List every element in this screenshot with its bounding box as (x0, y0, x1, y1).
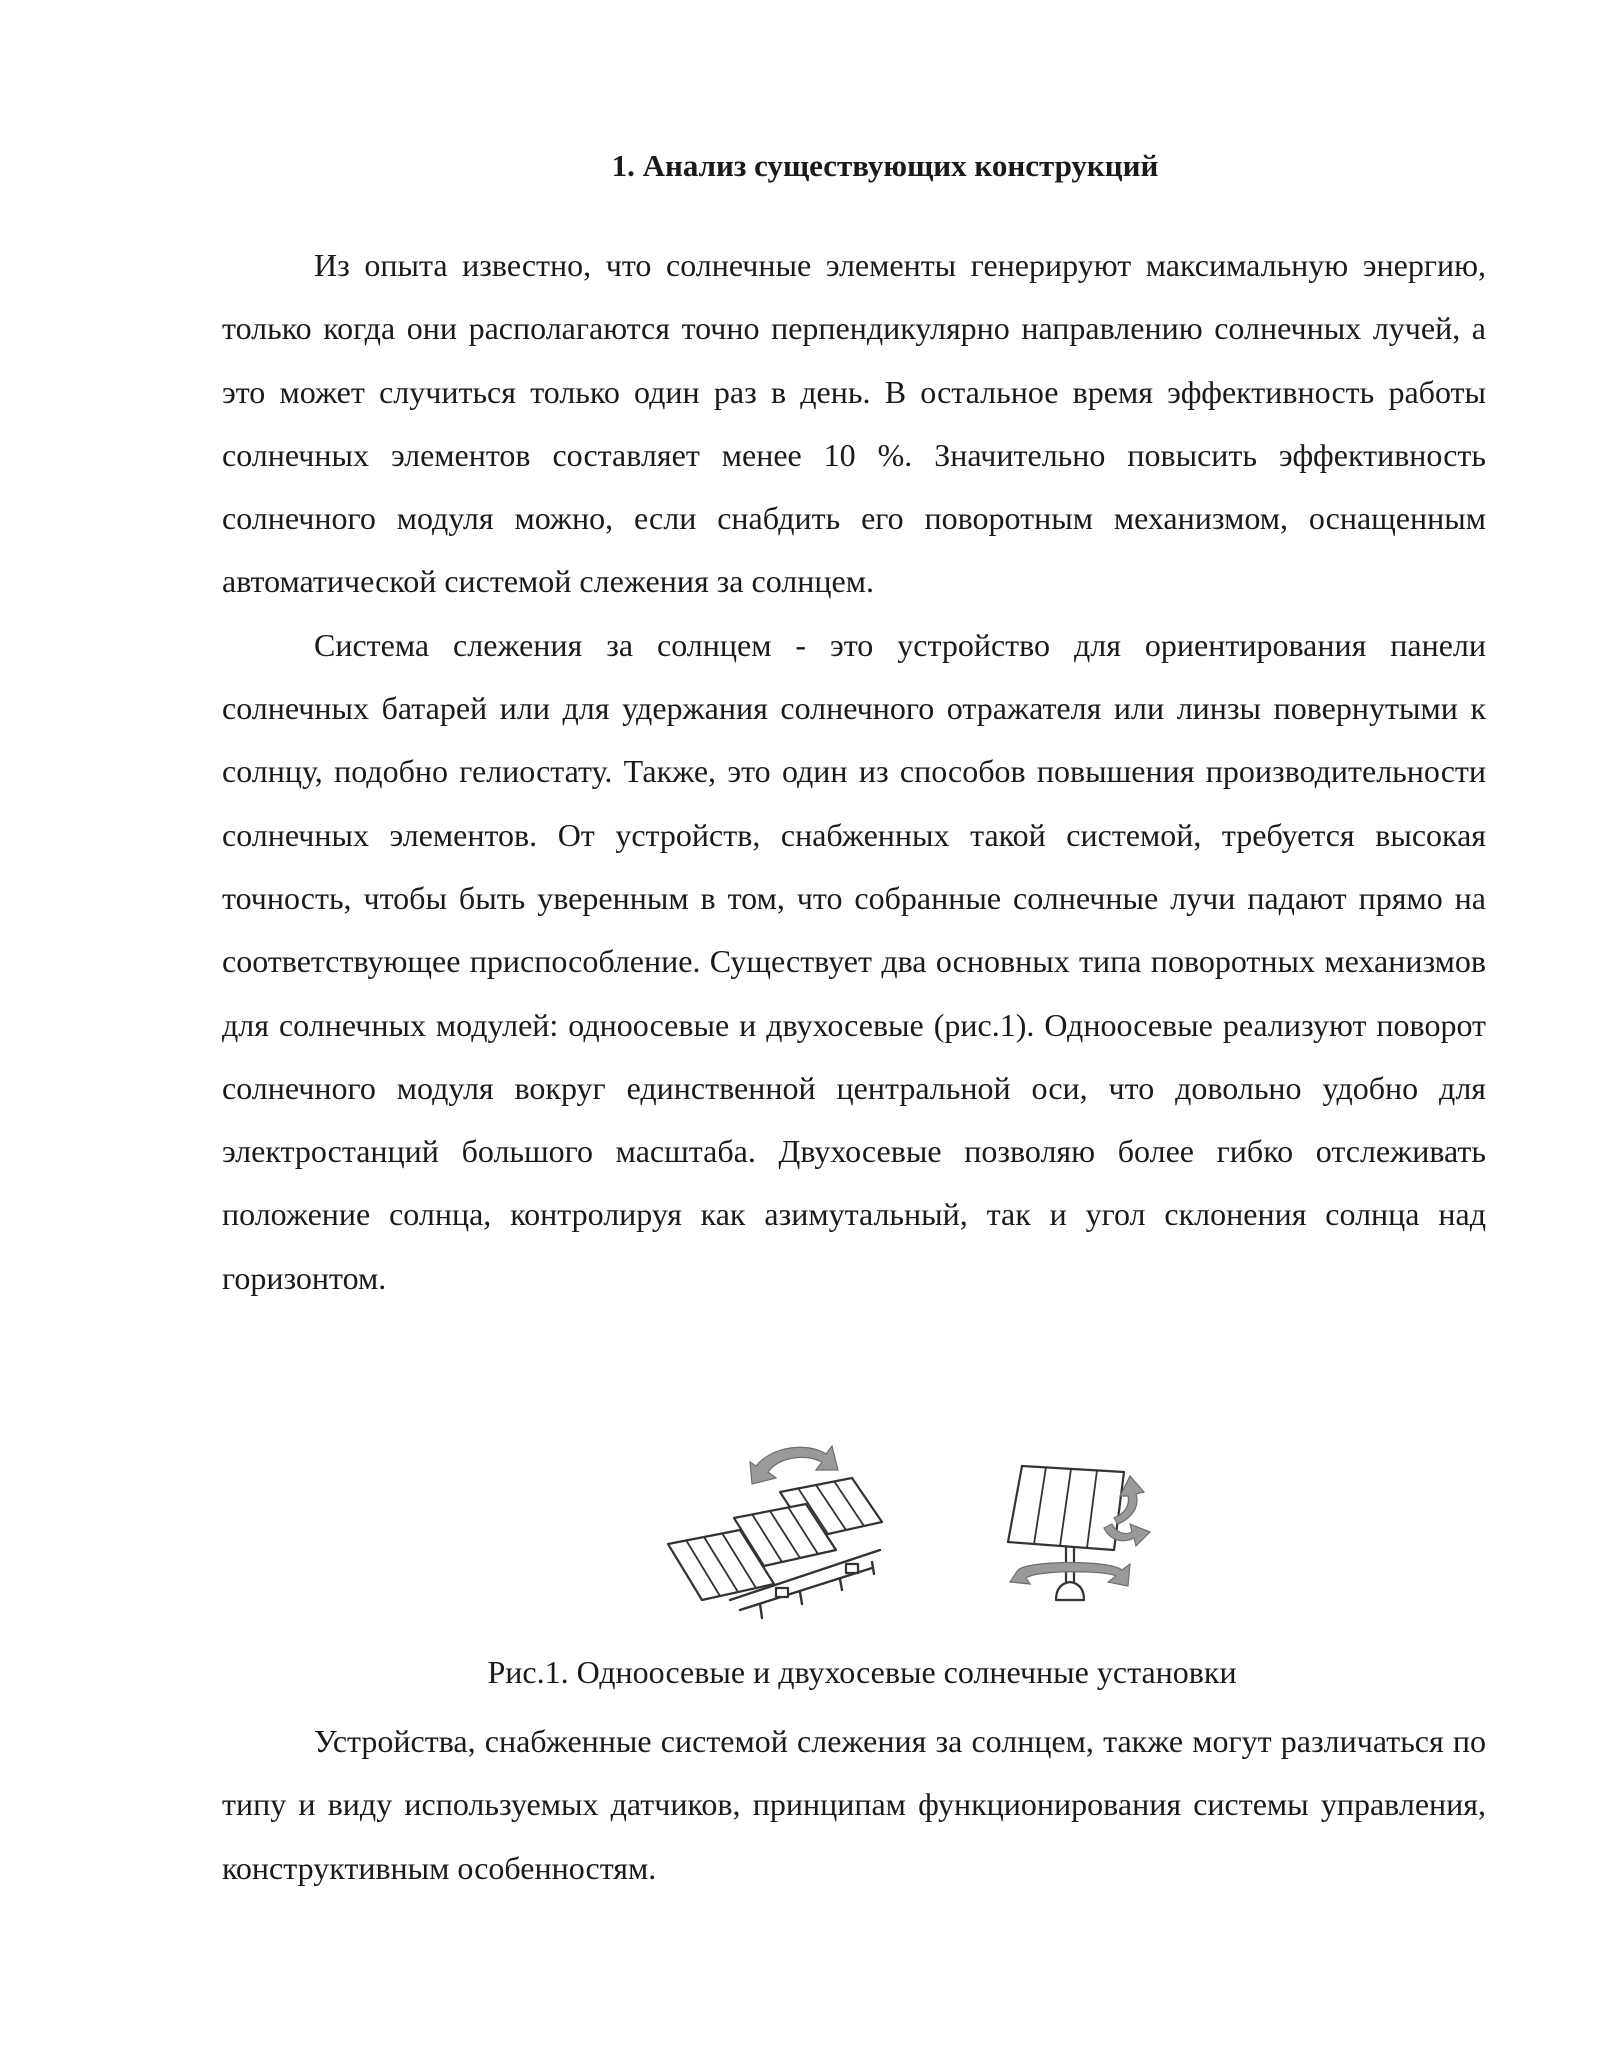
section-heading: 1. Анализ существующих конструкций (611, 148, 1159, 183)
paragraph-1: Из опыта известно, что солнечные элементы генерируют максимальную энергию, только когда они располагаются точно перпендикулярно направлению солнечных лучей, а это может случиться только один раз в день. В остальное время эффективность работы солнечных элементов составляет менее 10 %. Значительно повысить эффективность солнечного модуля можно, если снабдить его поворотным механизмом, оснащенным автоматической системой слежения за солнцем. (222, 247, 1486, 600)
paragraph-2: Система слежения за солнцем - это устройство для ориентирования панели солнечных батарей или для удержания солнечного отражателя или линзы повернутыми к солнцу, подобно гелиостату. Также, это один из способов повышения производительности солнечных элементов. От устройств, снабженных такой системой, требуется высокая точность, чтобы быть уверенным в том, что собранные солнечные лучи падают прямо на соответствующее приспособление. Существует два основных типа поворотных механизмов для солнечных модулей: одноосевые и двухосевые (рис.1). Одноосевые реализуют поворот солнечного модуля вокруг единственной центральной оси, что довольно удобно для электростанций большого масштаба. Двухосевые позволяю более гибко отслеживать положение солнца, контролируя как азимутальный, так и угол склонения солнца над горизонтом. (222, 626, 1486, 1296)
text-block-upper (222, 234, 1486, 1310)
text-block-lower (222, 1710, 1486, 1900)
dual-axis-tracker-icon (1008, 1466, 1150, 1600)
figure-caption (222, 1648, 1486, 1696)
figure-solar-trackers (0, 1432, 1600, 1632)
single-axis-tracker-icon (668, 1446, 882, 1618)
figure-caption-text: Рис.1. Одноосевые и двухосевые солнечные установки (487, 1654, 1237, 1690)
paragraph-3: Устройства, снабженные системой слежения за солнцем, также могут различаться по типу и виду используемых датчиков, принципам функционирования системы управления, конструктивным особенностям. (222, 1723, 1486, 1886)
figure-illustration (0, 1432, 1600, 1632)
